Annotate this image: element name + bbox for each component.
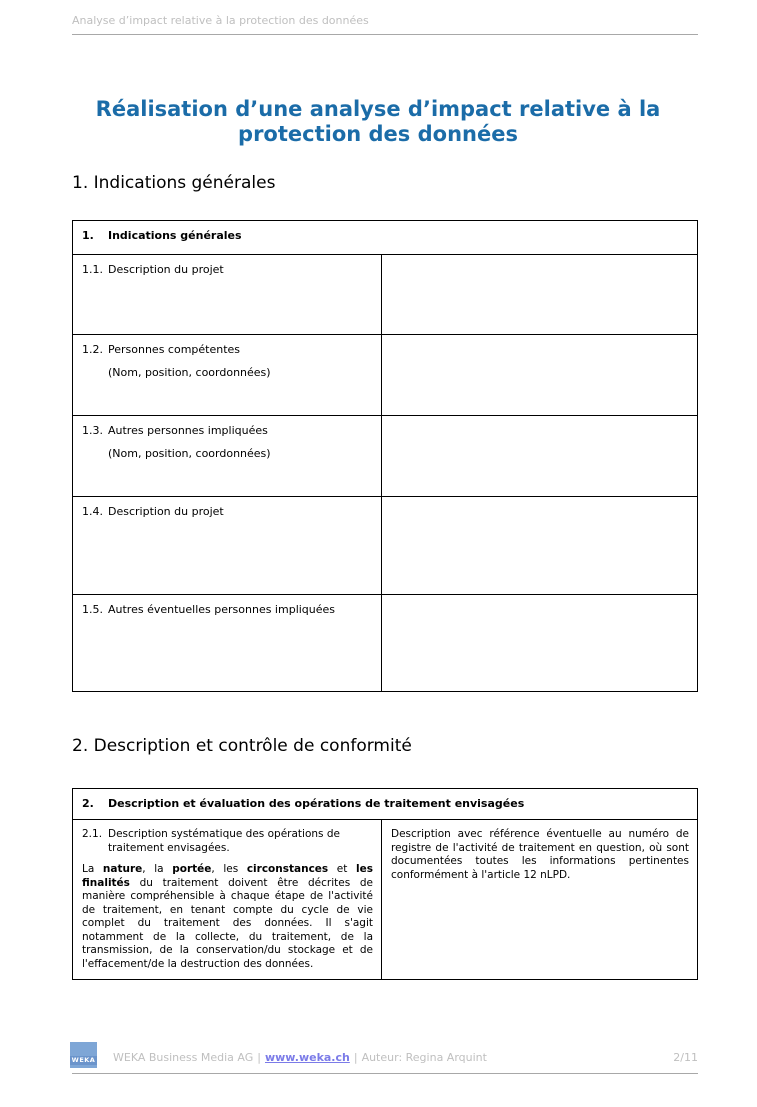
row-note: (Nom, position, coordonnées) [108, 447, 271, 460]
row-note: (Nom, position, coordonnées) [108, 366, 271, 379]
row-label: Description systématique des opérations de traitement envisagées. [108, 828, 340, 854]
table-row [73, 594, 697, 691]
footer-text [113, 1051, 487, 1064]
footer-company: WEKA Business Media AG [113, 1051, 254, 1064]
weka-logo [70, 1042, 97, 1068]
row-label: Autres personnes impliquées [108, 424, 268, 437]
weka-logo-text: WEKA [71, 1056, 96, 1064]
row-number: 1.2. [82, 343, 103, 356]
header-rule [72, 34, 698, 35]
guidance-text: Description avec référence éventuelle au numéro de registre de l'activité de traitement en question, où sont documentées toutes les informations pertinentes conformément à l'article 12 nLPD. [391, 828, 689, 881]
table-2-header-number: 2. [82, 797, 94, 810]
table-description-evaluation [72, 788, 698, 980]
answer-cell-1-5[interactable] [382, 595, 697, 691]
table-row [73, 496, 697, 594]
row-label: Description du projet [108, 263, 224, 276]
row-label: Description du projet [108, 505, 224, 518]
question-cell-1-2 [73, 335, 382, 415]
table-2-header-row [73, 789, 697, 819]
row-number: 1.5. [82, 603, 103, 616]
table-2-header-label: Description et évaluation des opérations de traitement envisagées [108, 797, 525, 810]
row-label: Personnes compétentes [108, 343, 241, 356]
page-title: Réalisation d’une analyse d’impact relative à la protection des données [95, 97, 661, 146]
answer-cell-1-1[interactable] [382, 255, 697, 334]
table-row [73, 819, 697, 979]
footer-rule [72, 1073, 698, 1074]
row-number: 1.4. [82, 505, 103, 518]
table-1-header-row [73, 221, 697, 254]
table-row [73, 415, 697, 496]
running-header-title: Analyse d’impact relative à la protection des données [72, 14, 369, 27]
row-number: 1.3. [82, 424, 103, 437]
table-1-header-number: 1. [82, 229, 94, 242]
table-row [73, 334, 697, 415]
question-cell-1-5 [73, 595, 382, 691]
row-number: 2.1. [82, 828, 103, 840]
footer-author: Auteur: Regina Arquint [361, 1051, 487, 1064]
table-1-header-label: Indications générales [108, 229, 242, 242]
guidance-cell-2-1 [382, 820, 697, 979]
question-cell-1-4 [73, 497, 382, 594]
footer-separator: | [257, 1051, 261, 1064]
page-number: 2/11 [673, 1051, 698, 1064]
answer-cell-1-3[interactable] [382, 416, 697, 496]
row-number: 1.1. [82, 263, 103, 276]
row-explanation: La nature, la portée, les circonstances et les finalités du traitement doivent être décrites de manière compréhensible à chaque étape de l'activité de traitement, en tenant compte du cycle de vie complet du traitement des données. Il s'agit notamment de la collecte, du traitement, de la transmission, de la conservation/du stockage et de l'effacement/de la destruction des données. [82, 863, 373, 970]
section-2-heading: 2. Description et contrôle de conformité [72, 736, 412, 756]
section-1-heading: 1. Indications générales [72, 173, 276, 193]
row-label: Autres éventuelles personnes impliquées [108, 603, 336, 616]
footer-link[interactable]: www.weka.ch [264, 1051, 350, 1064]
table-row [73, 254, 697, 334]
answer-cell-1-4[interactable] [382, 497, 697, 594]
answer-cell-1-2[interactable] [382, 335, 697, 415]
question-cell-1-3 [73, 416, 382, 496]
footer-separator: | [353, 1051, 358, 1064]
table-indications-generales [72, 220, 698, 692]
question-cell-2-1 [73, 820, 382, 979]
question-cell-1-1 [73, 255, 382, 334]
